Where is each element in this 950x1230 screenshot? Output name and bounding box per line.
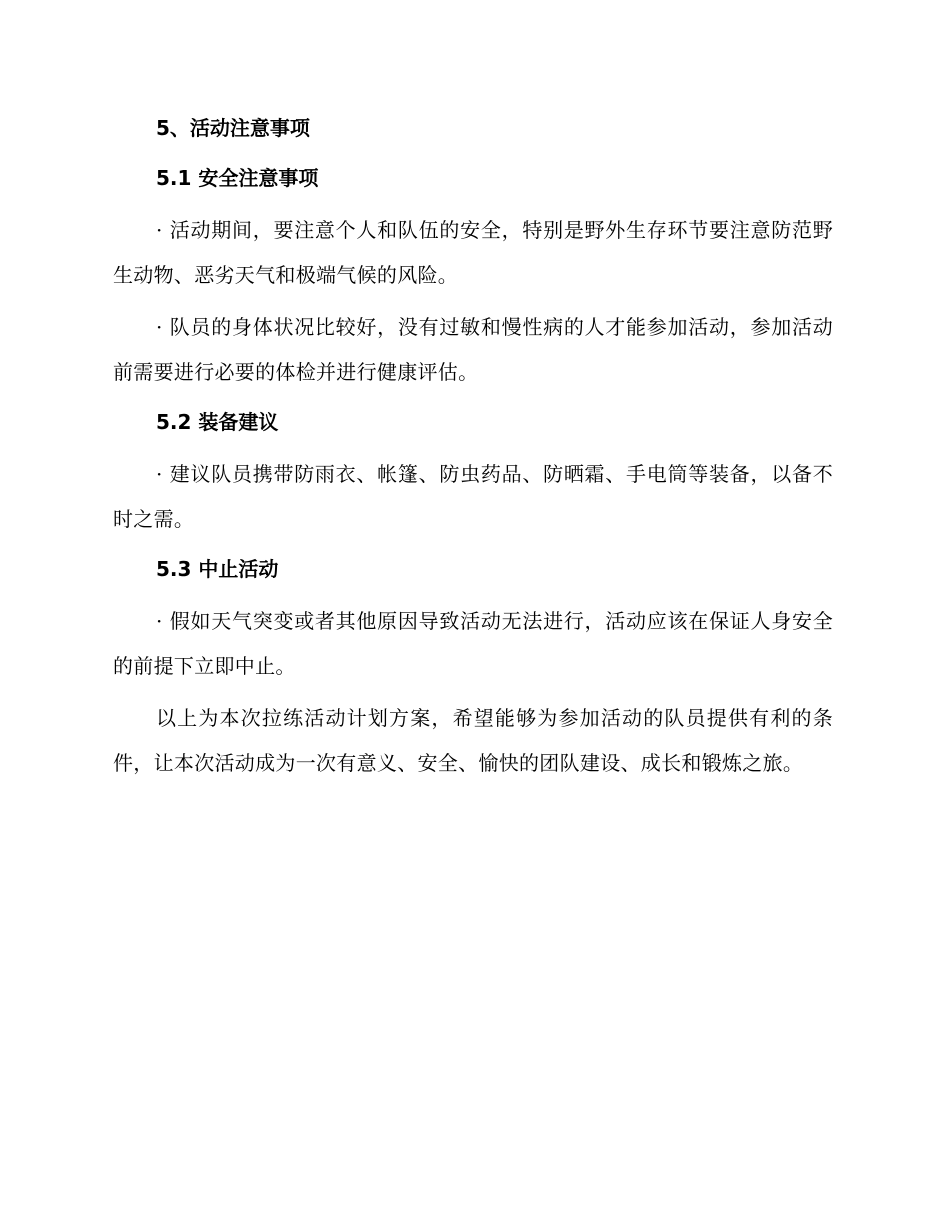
subsection-title-safety: 5.1 安全注意事项 <box>156 166 319 190</box>
conclusion-paragraph: 以上为本次拉练活动计划方案，希望能够为参加活动的队员提供有利的条件，让本次活动成为一次有意义、安全、愉快的团队建设、成长和锻炼之旅。 <box>113 706 833 775</box>
subsection-title-equipment: 5.2 装备建议 <box>156 410 279 434</box>
suspension-paragraph: · 假如天气突变或者其他原因导致活动无法进行，活动应该在保证人身安全的前提下立即中止。 <box>113 609 833 678</box>
document-page <box>113 108 833 793</box>
subsection-title-suspension: 5.3 中止活动 <box>156 557 279 581</box>
section-title: 5、活动注意事项 <box>156 116 310 140</box>
safety-paragraph-2: · 队员的身体状况比较好，没有过敏和慢性病的人才能参加活动，参加活动前需要进行必要的体检并进行健康评估。 <box>113 315 833 384</box>
equipment-paragraph: · 建议队员携带防雨衣、帐篷、防虫药品、防晒霜、手电筒等装备，以备不时之需。 <box>113 462 833 531</box>
safety-paragraph-1: · 活动期间，要注意个人和队伍的安全，特别是野外生存环节要注意防范野生动物、恶劣天气和极端气候的风险。 <box>113 218 833 287</box>
